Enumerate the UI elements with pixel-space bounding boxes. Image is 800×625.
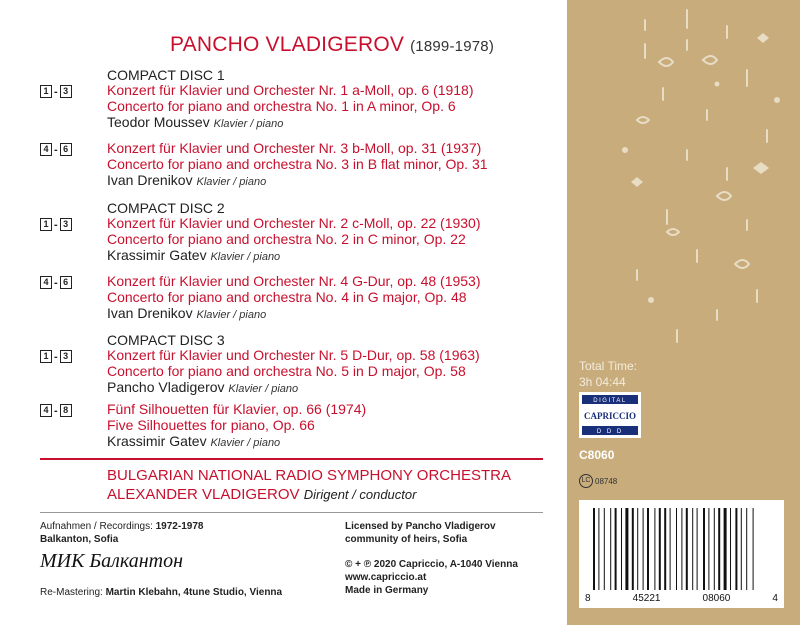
barcode-bar: [670, 508, 671, 590]
work-entry: [107, 140, 488, 190]
barcode-bar: [753, 508, 754, 590]
orchestra-name: BULGARIAN NATIONAL RADIO SYMPHONY ORCHESTRA: [107, 467, 511, 484]
barcode-bar: [621, 508, 622, 590]
performer-role: Klavier / piano: [196, 176, 267, 188]
total-time-value: 3h 04:44: [579, 375, 626, 389]
work-title-en: Concerto for piano and orchestra No. 1 in A minor, Op. 6: [107, 98, 456, 114]
divider: [40, 458, 543, 460]
disc-heading: COMPACT DISC 3: [107, 332, 225, 348]
barcode-bar: [718, 508, 720, 590]
barcode-bar: [708, 508, 709, 590]
studio-name: Balkanton, Sofia: [40, 534, 119, 545]
barcode-bar: [598, 508, 599, 590]
lc-mark: LC: [579, 474, 593, 488]
barcode-bar: [643, 508, 644, 590]
track-range: 4 - 8: [40, 404, 72, 417]
performer: Ivan Drenikov: [107, 305, 193, 321]
barcode-bar: [664, 508, 666, 590]
performer-role: Klavier / piano: [228, 383, 299, 395]
recordings-label: Aufnahmen / Recordings:: [40, 521, 153, 532]
remastering-label: Re-Mastering:: [40, 587, 103, 598]
remastering-engineer: Martin Klebahn, 4tune Studio, Vienna: [105, 587, 283, 598]
label-code: [579, 474, 617, 488]
conductor-role: Dirigent / conductor: [303, 487, 417, 502]
work-entry: [107, 215, 481, 265]
total-time-label: Total Time:: [579, 359, 638, 373]
spine-panel: [567, 0, 800, 625]
recordings-years: 1972-1978: [155, 521, 204, 532]
barcode-bar: [647, 508, 649, 590]
total-time: [579, 358, 637, 390]
barcode-bar: [654, 508, 655, 590]
catalog-number: C8060: [579, 448, 615, 462]
svg-text:D D D: D D D: [596, 429, 624, 435]
barcode-bar: [625, 508, 628, 590]
work-title-de: Konzert für Klavier und Orchester Nr. 4 G-Dur, op. 48 (1953): [107, 273, 481, 289]
barcode-bar: [604, 508, 605, 590]
balkanton-logo: МИК Балкантон: [40, 550, 184, 572]
barcode: [579, 500, 784, 608]
performer: Ivan Drenikov: [107, 172, 193, 188]
remastering-credits: [40, 586, 282, 599]
barcode-bar: [697, 508, 698, 590]
barcode-bar: [632, 508, 634, 590]
divider: [40, 512, 543, 513]
license-line: community of heirs, Sofia: [345, 534, 468, 545]
composer-years: (1899-1978): [410, 38, 495, 55]
performer-role: Klavier / piano: [210, 437, 281, 449]
barcode-bar: [659, 508, 661, 590]
track-range: 1 - 3: [40, 350, 72, 363]
performer: Teodor Moussev: [107, 114, 210, 130]
performer-role: Klavier / piano: [210, 251, 281, 263]
track-range: 4 - 6: [40, 143, 72, 156]
barcode-digits: 8 45221 08060 4: [585, 593, 778, 604]
work-title-en: Five Silhouettes for piano, Op. 66: [107, 417, 315, 433]
barcode-bar: [746, 508, 747, 590]
track-range: 4 - 6: [40, 276, 72, 289]
barcode-bar: [741, 508, 742, 590]
work-entry: [107, 273, 481, 323]
barcode-bar: [681, 508, 682, 590]
work-entry: [107, 401, 366, 451]
composer-name: PANCHO VLADIGEROV: [170, 33, 405, 56]
orchestra-block: [107, 466, 511, 504]
license-line: Licensed by Pancho Vladigerov: [345, 521, 496, 532]
barcode-bar: [714, 508, 715, 590]
barcode-bar: [735, 508, 737, 590]
website: www.capriccio.at: [345, 572, 427, 583]
disc-heading: COMPACT DISC 2: [107, 200, 225, 216]
performer: Krassimir Gatev: [107, 433, 207, 449]
lc-number: 08748: [595, 476, 618, 486]
recording-credits: [40, 520, 203, 546]
barcode-bar: [676, 508, 677, 590]
work-title-en: Concerto for piano and orchestra No. 5 in D major, Op. 58: [107, 363, 466, 379]
barcode-bar: [610, 508, 611, 590]
barcode-bar: [593, 508, 595, 590]
barcode-bar: [703, 508, 705, 590]
made-in: Made in Germany: [345, 585, 429, 596]
work-title-de: Fünf Silhouetten für Klavier, op. 66 (1974): [107, 401, 367, 417]
svg-text:DIGITAL: DIGITAL: [593, 398, 627, 404]
barcode-bars: [579, 500, 784, 608]
publisher-credits: [345, 558, 518, 597]
barcode-bar: [724, 508, 727, 590]
performer-role: Klavier / piano: [196, 309, 267, 321]
barcode-bar: [637, 508, 638, 590]
work-title-de: Konzert für Klavier und Orchester Nr. 2 c-Moll, op. 22 (1930): [107, 215, 481, 231]
conductor-name: ALEXANDER VLADIGEROV: [107, 486, 300, 503]
performer: Krassimir Gatev: [107, 247, 207, 263]
work-title-de: Konzert für Klavier und Orchester Nr. 1 a-Moll, op. 6 (1918): [107, 82, 474, 98]
performer-role: Klavier / piano: [213, 118, 284, 130]
page-title: [170, 33, 494, 57]
barcode-bar: [615, 508, 617, 590]
work-title-de: Konzert für Klavier und Orchester Nr. 3 b-Moll, op. 31 (1937): [107, 140, 482, 156]
barcode-bar: [730, 508, 731, 590]
ornament-pattern: [567, 0, 800, 360]
track-range: 1 - 3: [40, 218, 72, 231]
svg-text:CAPRICCIO: CAPRICCIO: [583, 411, 637, 421]
license-credits: [345, 520, 496, 546]
work-title-en: Concerto for piano and orchestra No. 2 in C minor, Op. 22: [107, 231, 466, 247]
work-title-en: Concerto for piano and orchestra No. 4 in G major, Op. 48: [107, 289, 467, 305]
barcode-bar: [692, 508, 693, 590]
disc-heading: COMPACT DISC 1: [107, 67, 225, 83]
performer: Pancho Vladigerov: [107, 379, 225, 395]
track-range: 1 - 3: [40, 85, 72, 98]
work-title-de: Konzert für Klavier und Orchester Nr. 5 D-Dur, op. 58 (1963): [107, 347, 480, 363]
copyright-line: © + ℗ 2020 Capriccio, A-1040 Vienna: [345, 559, 518, 570]
work-title-en: Concerto for piano and orchestra No. 3 in B flat minor, Op. 31: [107, 156, 488, 172]
capriccio-logo: [579, 392, 641, 438]
work-entry: [107, 347, 480, 397]
barcode-bar: [686, 508, 688, 590]
work-entry: [107, 82, 474, 132]
